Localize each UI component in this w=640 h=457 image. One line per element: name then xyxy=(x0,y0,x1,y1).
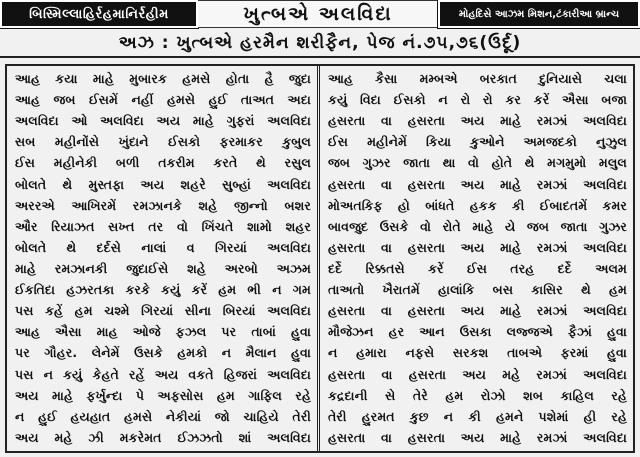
right-column xyxy=(320,66,633,451)
verse-line: અરરએ આખિરમેં રમઝાનકે શહે જીન્નો બશર xyxy=(15,197,311,213)
verse-line: બોલતે થે મુસ્તફા અય શહરે સુબ્હાં અલવિદા xyxy=(15,176,311,192)
verse-line: બાવજુદ ઉસકે વો રોતે માહે યે જબ જાતા ગુઝર xyxy=(328,218,627,234)
verse-line: ન હુઈ હયહાત હમસે નેકીયાં જો ચાહિયે તેરી xyxy=(15,408,311,424)
verse-line: ઈકતિદા હઝરતકા કરકે કયું કરેં હમ ભી ન ગમ xyxy=(15,282,311,298)
verse-line: આહ કૈસા મમ્બએ બરકાત દુનિયાસે ચલા xyxy=(328,71,627,86)
verse-line: દર્દે રિક્કતસે કરેં ઈસ તરહ દર્દે અલમ xyxy=(328,260,627,276)
bismillah-banner: બિસ્મિલ્લાહિર્રહમાનિર્રહીમ xyxy=(0,0,198,28)
verse-line: હસરતા વા હસરતા અય માહે રમઝાં અલવિદા xyxy=(328,176,627,192)
verse-line: મોઅતકિફ હો બાંધતે હકક કી ઈબાદતમેં કમર xyxy=(328,197,627,213)
verse-line: હસરતા વા હસરતા અય મહે રમઝાં અલવિદા xyxy=(328,366,627,382)
verse-line: અલવિદા ઓ અલવિદા અય માહે ગુફરાં અલવિદા xyxy=(15,113,311,129)
verse-line: હસરતા વા હસરતા અય માહે રમઝાં અલવિદા xyxy=(328,303,627,319)
verse-line: આહ ઐસા માહ ઓજે ફઝલ પર તાબાં હુવા xyxy=(15,324,311,340)
verse-line: બોલતે થે દર્દસે નાલાં વ ગિરયાં અલવિદા xyxy=(15,239,311,255)
verse-line: મૌજેઝન હર આન ઉસકા લજ્જએ ફૈઝાં હુવા xyxy=(328,324,627,340)
verse-line: પસ કહેં હમ ચશ્મે ગિરયાં સીના બિરયાં અલવિદા xyxy=(15,303,311,319)
verse-line: હસરતા વા હસરતા અય માહે રમઝાં અલવિદા xyxy=(328,113,627,129)
verse-line: કદ્રદાની સે તેરે હમ રોઝો શબ કાહિલ રહે xyxy=(328,387,627,403)
verse-line: ઈસ મહીનેકી બળી તકરીમ કરતે થે રસુલ xyxy=(15,155,311,171)
verse-line: સબ મહીનોંસે ખુંદાને ઈસકો ફરમાકર કુબુલ xyxy=(15,134,311,150)
verse-line: જબ ગુઝર જાતા થા વો હોતે થે મગમુમો મલુલ xyxy=(328,155,627,171)
verse-line: હસરતા વા હસરતા અય માહે રમઝાં અલવિદા xyxy=(328,429,627,445)
publisher-banner: મોહદિસે આઝમ મિશન,ટંકારીઆ બ્રાન્ચ xyxy=(438,0,640,28)
verse-line: અય માહે ફર્ખુન્દા પે અફસોસ હમ ગાફિલ રહે xyxy=(15,387,311,403)
verse-line: ઈસ મહીનેમેં કિયા કુઓને અમજદકો નુઝુલ xyxy=(328,134,627,150)
verse-line: માહે રમઝાનકી જુદાઈસે શહે અરબો અઝમ xyxy=(15,260,311,276)
verse-line: ઔર રિયાઝત સખ્ત તર વો ખિંચતે શામો શહર xyxy=(15,218,311,234)
left-column xyxy=(7,66,320,451)
verse-line: ન હમારા નફસે સરકશ તાબએ ફરમાં હુવા xyxy=(328,345,627,361)
page-title: ખુત્બએ અલવિદા xyxy=(198,0,438,28)
verse-line: આહ કયા માહે મુબારક હમસે હોતા હૈ જુદા xyxy=(15,71,311,86)
verse-line: આહ જબ ઈસમેં નહીં હમસે હુઈ તાઅત અદા xyxy=(15,92,311,108)
verse-line: તાઅતો ખૈરાતમેં હાલાંકિ બસ કાસિર થે હમ xyxy=(328,282,627,298)
verse-line: પર ગૌહર. લેનેમેં ઉસકે હમકો ન મૈલાન હુવા xyxy=(15,345,311,361)
header-bar xyxy=(0,0,640,28)
verse-line: કયું વિદા ઈસકો ન રો રો કર કરેં ઐસા બજા xyxy=(328,92,627,108)
verse-line: અય મહે ઝી મકરેમત ઈઝઝતો શાં અલવિદા xyxy=(15,429,311,445)
verse-line: તેરી હુરમત કુછ ન કી હમને પશેમાં હી રહે xyxy=(328,408,627,424)
poem-frame xyxy=(5,64,635,453)
verse-line: પસ ન કયું કેહતે રહેં અય વકતે હિજરાં અલવિદા xyxy=(15,366,311,382)
verse-line: હસરતા વા હસરતા અય માહે રમઝાં અલવિદા xyxy=(328,239,627,255)
source-reference: અઝ : ખુત્બએ હરમૈન શરીફૈન, પેજ નં.૭૫,૭૬(ઉર્દૂ) xyxy=(0,30,640,58)
